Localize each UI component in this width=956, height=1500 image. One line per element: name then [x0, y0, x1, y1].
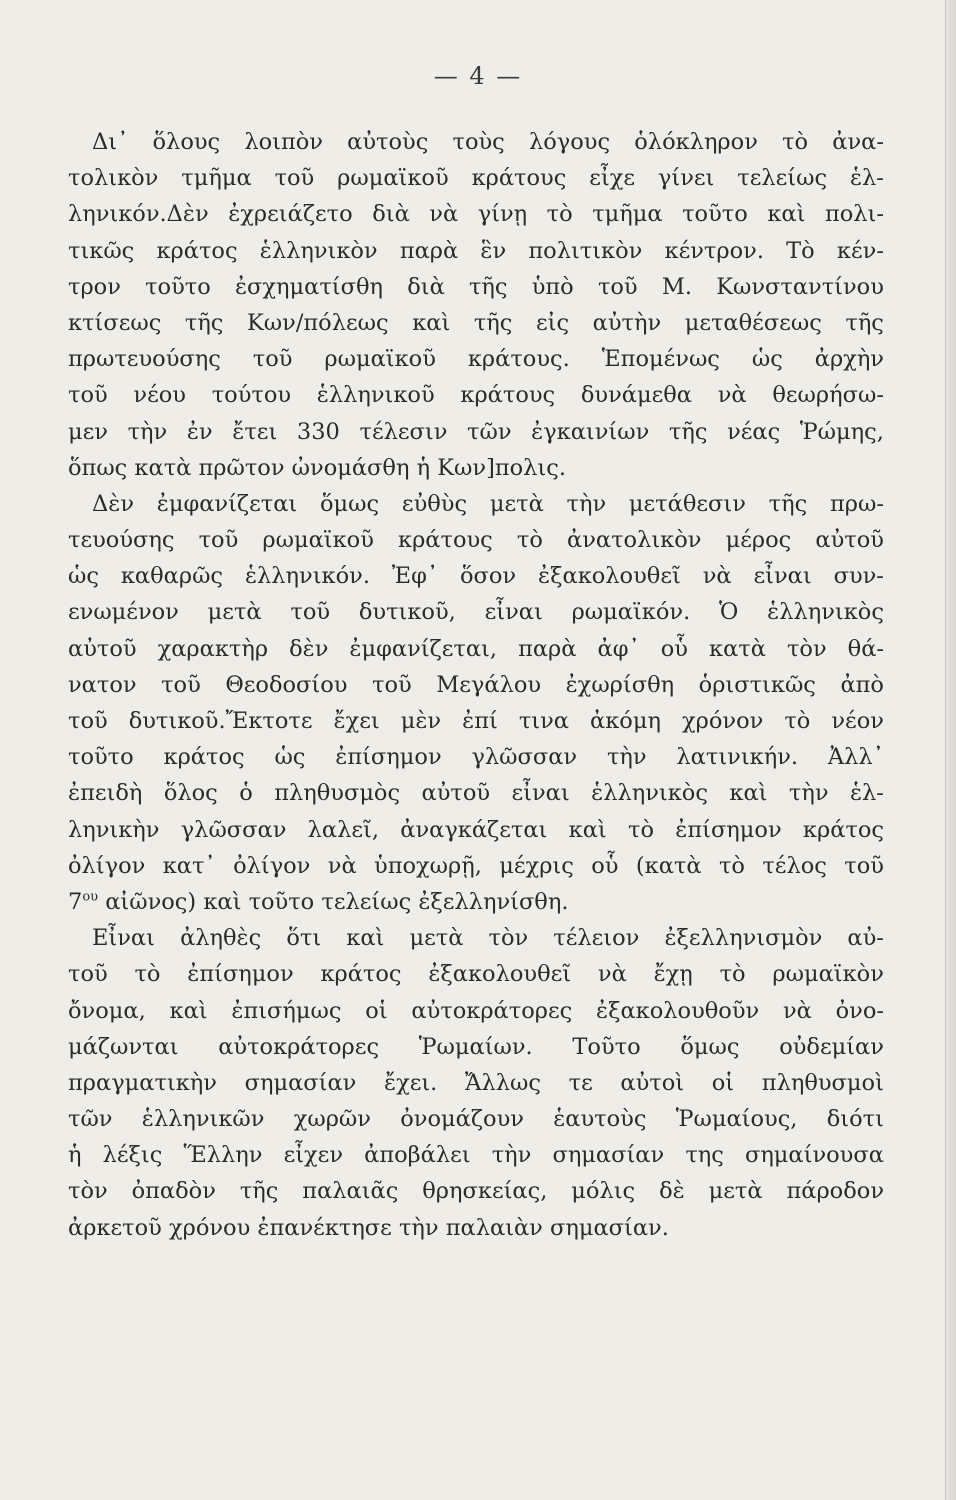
text-line: τρον τοῦτο ἐσχηματίσθη διὰ τῆς ὑπὸ τοῦ Μ. Κωνσταντίνου: [68, 273, 884, 300]
text-line: τολικὸν τμῆμα τοῦ ρωμαϊκοῦ κράτους εἶχε γίνει τελείως ἑλ-: [68, 165, 884, 192]
text-line: κτίσεως τῆς Κων/πόλεως καὶ τῆς εἰς αὐτὴν μεταθέσεως τῆς: [68, 309, 884, 336]
text-line: ὀλίγον κατ᾽ ὀλίγον νὰ ὑποχωρῇ, μέχρις οὗ (κατὰ τὸ τέλος τοῦ: [68, 852, 884, 879]
text-line: τοῦ δυτικοῦ.Ἔκτοτε ἔχει μὲν ἐπί τινα ἀκόμη χρόνον τὸ νέον: [68, 708, 884, 734]
text-line: μάζωνται αὐτοκράτορες Ῥωμαίων. Τοῦτο ὅμως οὐδεμίαν: [68, 1033, 884, 1060]
text-line: νατον τοῦ Θεοδοσίου τοῦ Μεγάλου ἐχωρίσθη ὁριστικῶς ἀπὸ: [68, 671, 884, 698]
text-line: αὐτοῦ χαρακτὴρ δὲν ἐμφανίζεται, παρὰ ἀφ᾽ οὗ κατὰ τὸν θά-: [68, 635, 884, 662]
page-edge: [945, 0, 956, 1500]
text-line: τικῶς κράτος ἑλληνικὸν παρὰ ἓν πολιτικὸν κέντρον. Τὸ κέν-: [68, 237, 884, 264]
text-line: Εἶναι ἀληθὲς ὅτι καὶ μετὰ τὸν τέλειον ἐξελληνισμὸν αὐ-: [92, 925, 884, 952]
text-line: πραγματικὴν σημασίαν ἔχει. Ἄλλως τε αὐτοὶ οἱ πληθυσμοὶ: [68, 1069, 884, 1096]
body-text: [68, 124, 884, 1246]
text-line: τοῦτο κράτος ὡς ἐπίσημον γλῶσσαν τὴν λατινικήν. Ἀλλ᾽: [68, 744, 884, 771]
page-number: — 4 —: [433, 62, 523, 90]
text-line: ἐπειδὴ ὅλος ὁ πληθυσμὸς αὐτοῦ εἶναι ἑλληνικὸς καὶ τὴν ἑλ-: [68, 780, 884, 807]
text-line: ὄνομα, καὶ ἐπισήμως οἱ αὐτοκράτορες ἐξακολουθοῦν νὰ ὀνο-: [68, 997, 884, 1024]
text-line: τῶν ἑλληνικῶν χωρῶν ὀνομάζουν ἑαυτοὺς Ῥωμαίους, διότι: [68, 1106, 884, 1133]
text-line: Δι᾽ ὅλους λοιπὸν αὐτοὺς τοὺς λόγους ὁλόκληρον τὸ ἀνα-: [92, 129, 884, 155]
text-line: Δὲν ἐμφανίζεται ὅμως εὐθὺς μετὰ τὴν μετάθεσιν τῆς πρω-: [92, 490, 884, 517]
text-line: ενωμένον μετὰ τοῦ δυτικοῦ, εἶναι ρωμαϊκόν. Ὁ ἑλληνικὸς: [68, 599, 884, 626]
text-line: ἀρκετοῦ χρόνου ἐπανέκτησε τὴν παλαιὰν σημασίαν.: [68, 1214, 669, 1241]
text-line: ληνικὴν γλῶσσαν λαλεῖ, ἀναγκάζεται καὶ τὸ ἐπίσημον κράτος: [68, 816, 884, 843]
text-line: τοῦ τὸ ἐπίσημον κράτος ἐξακολουθεῖ νὰ ἔχῃ τὸ ρωμαϊκὸν: [68, 961, 884, 988]
text-line: τοῦ νέου τούτου ἑλληνικοῦ κράτους δυνάμεθα νὰ θεωρήσω-: [68, 382, 884, 409]
text-line: τὸν ὀπαδὸν τῆς παλαιᾶς θρησκείας, μόλις δὲ μετὰ πάροδον: [68, 1178, 884, 1205]
text-line: τευούσης τοῦ ρωμαϊκοῦ κράτους τὸ ἀνατολικὸν μέρος αὐτοῦ: [68, 527, 884, 554]
text-line: ἡ λέξις Ἕλλην εἶχεν ἀποβάλει τὴν σημασίαν της σημαίνουσα: [68, 1142, 884, 1169]
text-line: $7^{o\upsilon}$ αἰῶνος) καὶ τοῦτο τελείως ἐξελληνίσθη.: [68, 888, 569, 915]
text-line: πρωτευούσης τοῦ ρωμαϊκοῦ κράτους. Ἑπομένως ὡς ἀρχὴν: [68, 346, 884, 373]
text-line: ληνικόν.Δὲν ἐχρειάζετο διὰ νὰ γίνῃ τὸ τμῆμα τοῦτο καὶ πολι-: [68, 201, 884, 228]
text-line: ὅπως κατὰ πρῶτον ὠνομάσθη ἡ Κων]πολις.: [68, 454, 567, 481]
text-line: μεν τὴν ἐν ἔτει 330 τέλεσιν τῶν ἐγκαινίων τῆς νέας Ῥώμης,: [68, 418, 884, 445]
text-line: ὡς καθαρῶς ἑλληνικόν. Ἐφ᾽ ὅσον ἐξακολουθεῖ νὰ εἶναι συν-: [68, 563, 884, 590]
